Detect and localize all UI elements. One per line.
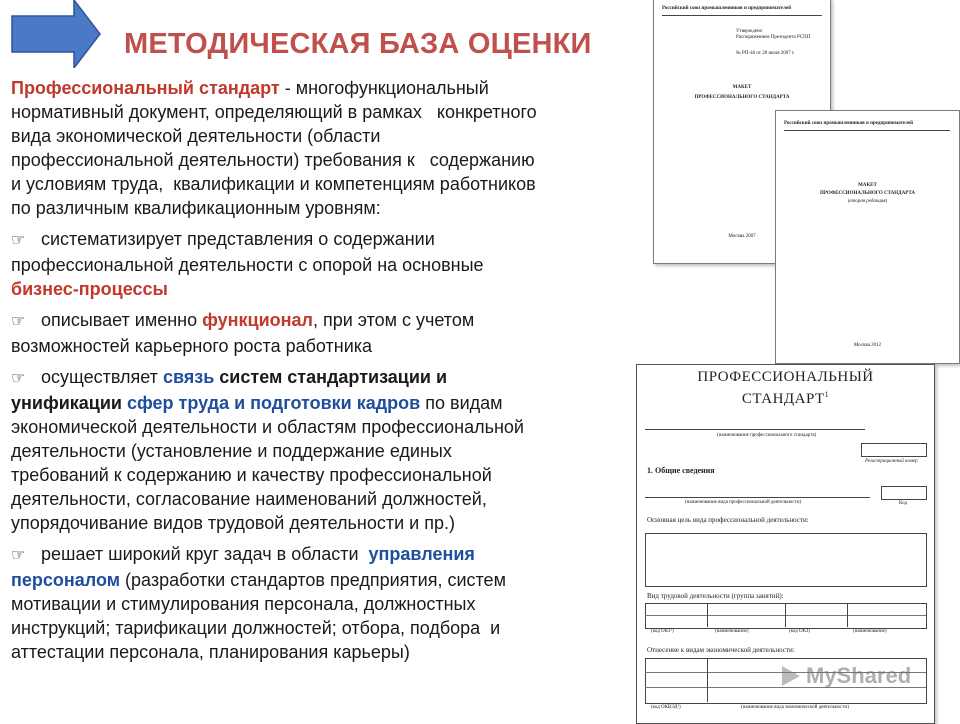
pointing-hand-icon: ☞ (11, 370, 26, 387)
bullet-item: ☞ осуществляет связь систем стандартизации и унификации сфер труда и подготовки кадров по видам экономической деятельности и областям профессиональной деятельности (установление и поддержание единых требований к содержанию и качеству профессиональной деятельности, согласование наименований должностей, упорядочивание видов трудовой деятельности и пр.) (11, 367, 524, 533)
document-thumbnail-2012: Российский союз промышленников и предпринимателей МАКЕТ ПРОФЕССИОНАЛЬНОГО СТАНДАРТА (вторая редакция) Москва 2012 (775, 110, 960, 364)
document-form-preview: ПРОФЕССИОНАЛЬНЫЙ СТАНДАРТ$^1$ (наименование профессионального стандарта) Регистрационный номер 1. Общие сведения (наименование вида профессиональной деятельности) Код Основная цель вида профессиональной деятельности: Вид трудовой деятельности (группа занятий): (код ОКЗ¹) (наименование) (код ОКЗ) (наименование) Отнесение к видам экономической деятельности: (код ОКВЭД¹) (наименование вида экономической деятельности) (636, 364, 935, 724)
arrow-right-icon (10, 0, 102, 68)
watermark-text: MyShared (806, 663, 912, 688)
form-title: ПРОФЕССИОНАЛЬНЫЙ СТАНДАРТ$^1$ (697, 369, 874, 407)
document-thumbnail-2007: Российский союз промышленников и предпринимателей Утверждено Распоряжением Президента РСПП № РП-46 от 20 июля 2007 г. МАКЕТ ПРОФЕССИОНАЛЬНОГО СТАНДАРТА Москва 2007 (653, 0, 831, 264)
bullet-item: ☞ описывает именно функционал, при этом с учетом возможностей карьерного роста работника (11, 310, 475, 356)
main-text (11, 76, 651, 664)
pointing-hand-icon: ☞ (11, 232, 26, 249)
page-title: МЕТОДИЧЕСКАЯ БАЗА ОЦЕНКИ (124, 28, 592, 60)
pointing-hand-icon: ☞ (11, 547, 26, 564)
bullet-item: ☞ систематизирует представления о содержании профессиональной деятельности с опорой на основные бизнес-процессы (11, 229, 484, 299)
intro-paragraph: Профессиональный стандарт - многофункциональный нормативный документ, определяющий в рамках конкретного вида экономической деятельности (области профессиональной деятельности) требования к содержанию и условиям труда, квалификации и компетенциям работников по различным квалификационным уровням: (11, 78, 537, 218)
pointing-hand-icon: ☞ (11, 313, 26, 330)
term-highlight: Профессиональный стандарт (11, 78, 280, 98)
bullet-item: ☞ решает широкий круг задач в области управления персоналом (разработки стандартов предприятия, систем мотивации и стимулирования персонала, должностных инструкций; тарификации должностей; отбора, подбора и аттестации персонала, планирования карьеры) (11, 544, 506, 662)
